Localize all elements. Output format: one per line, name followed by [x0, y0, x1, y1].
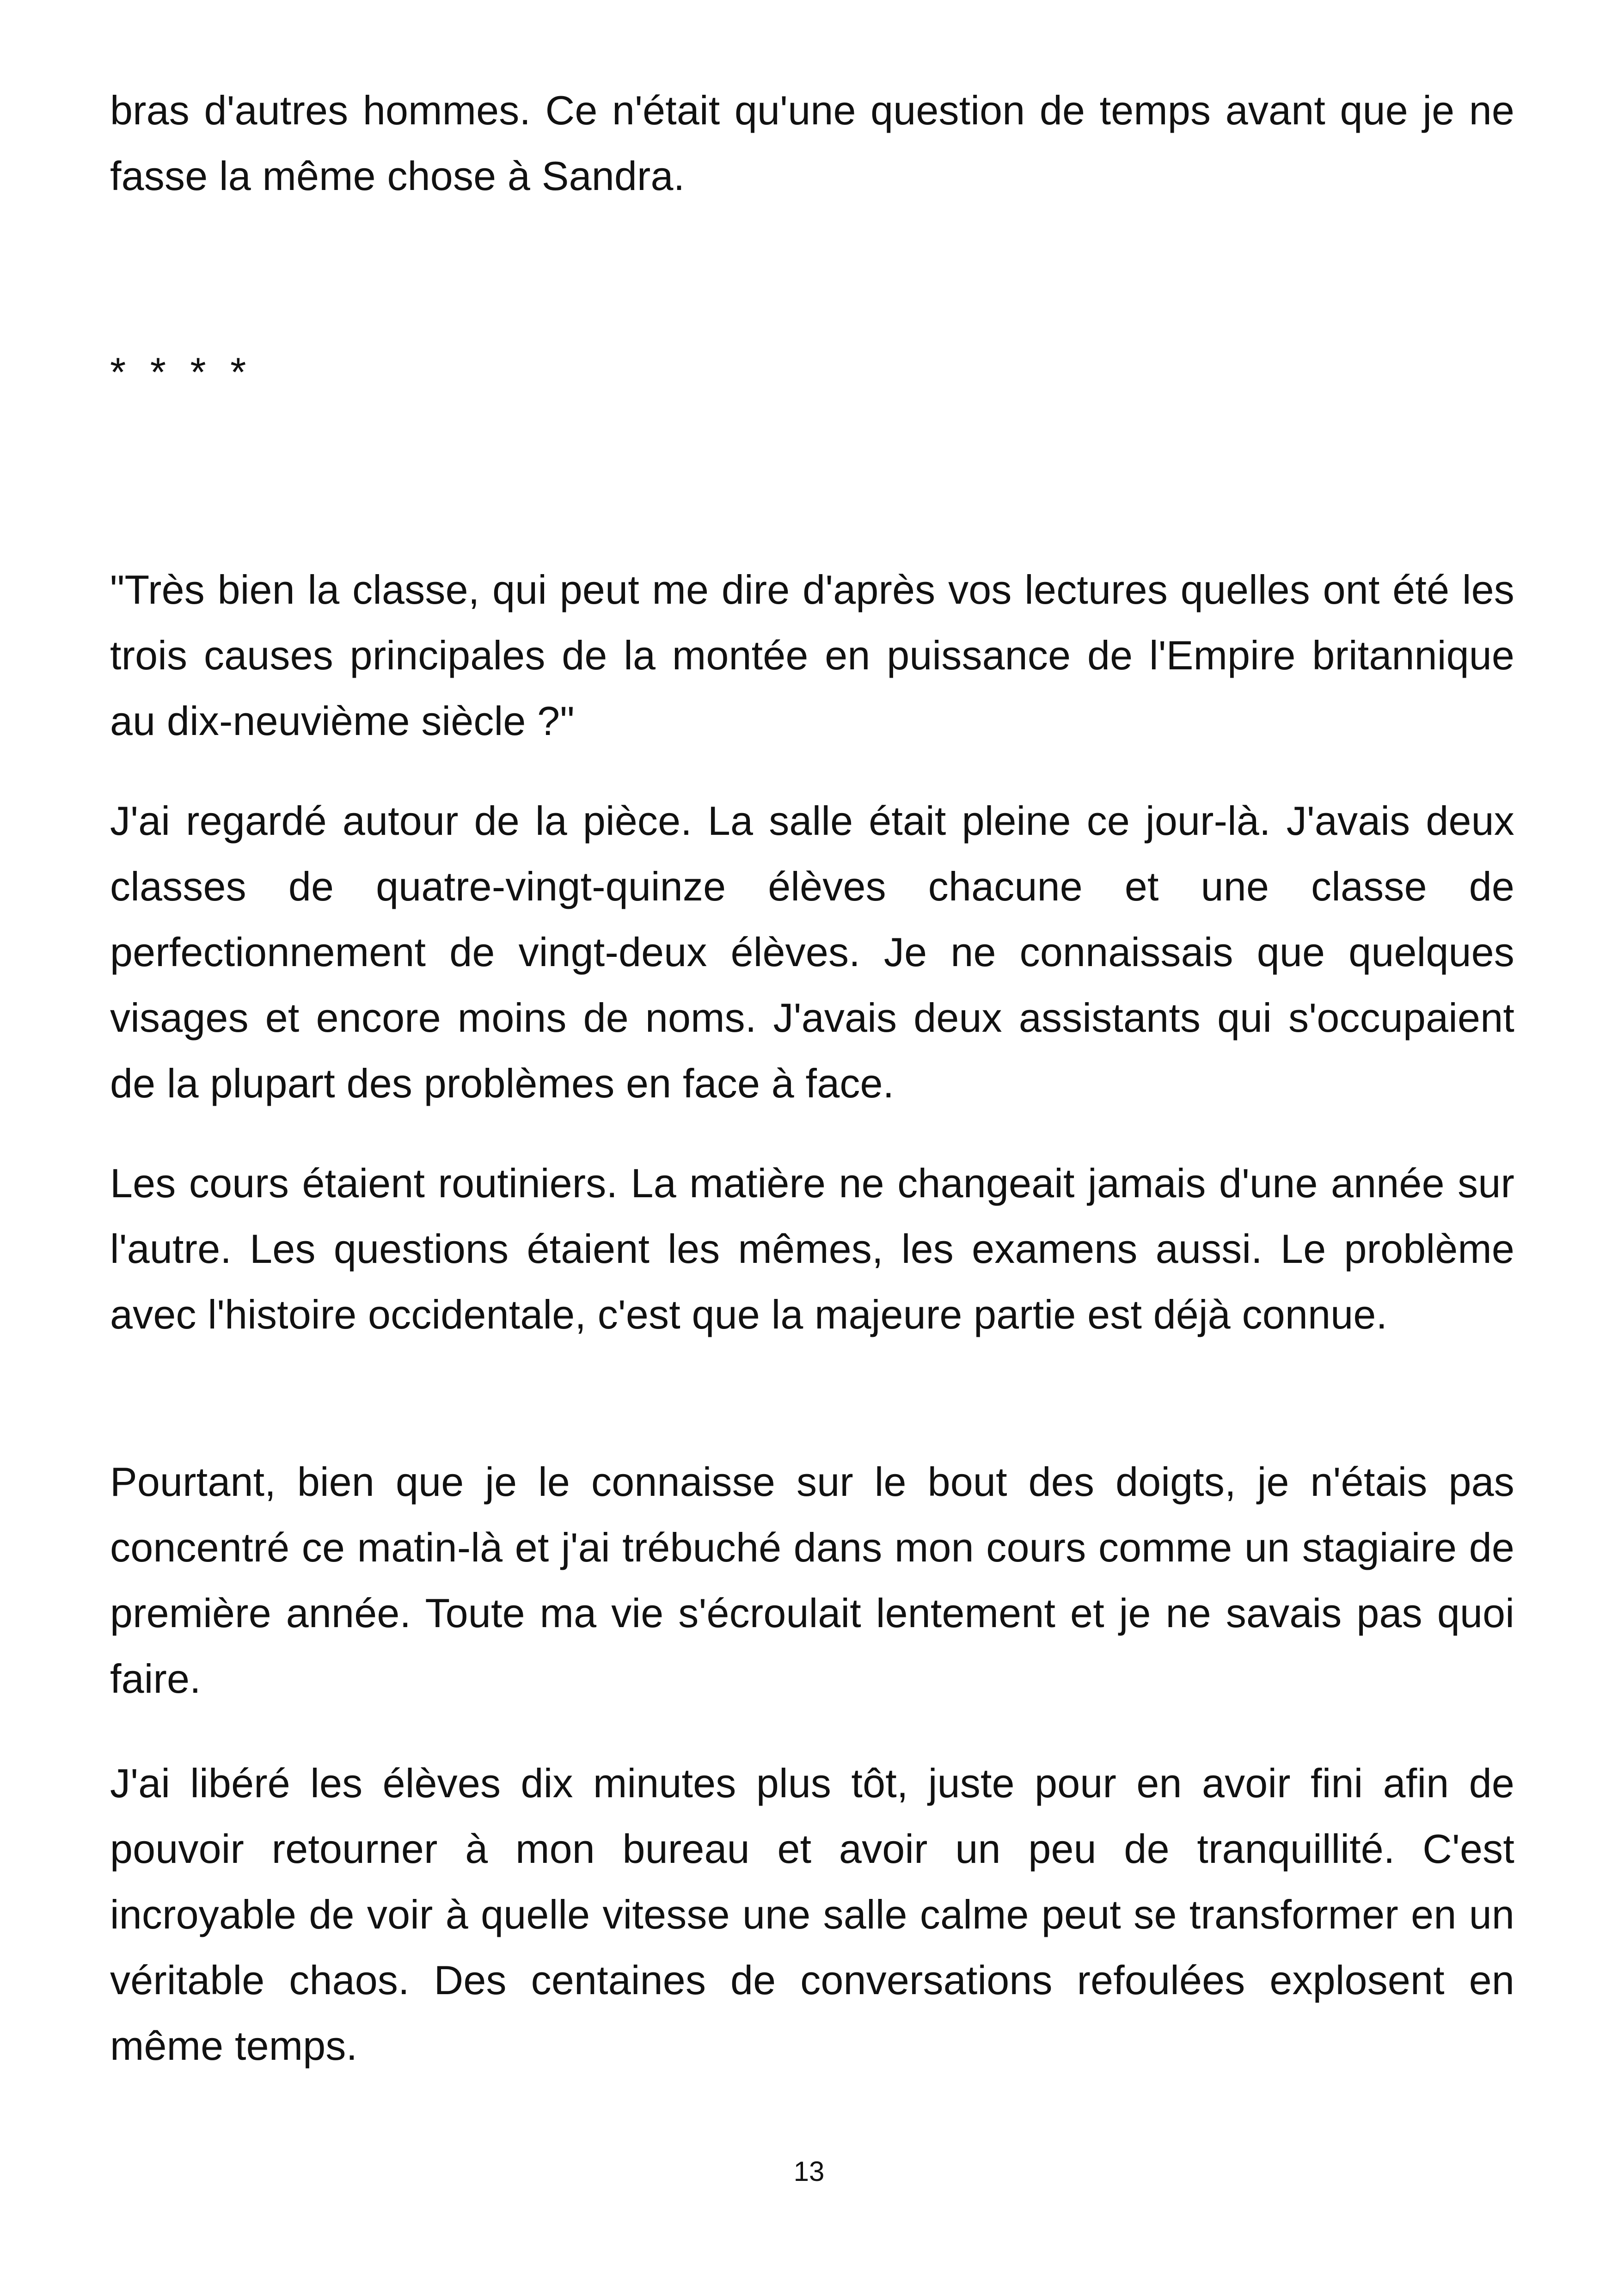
paragraph: J'ai regardé autour de la pièce. La salle était pleine ce jour-là. J'avais deux classes de quatre-vingt-quinze élèves chacune et une classe de perfectionnement de vingt-deux élèves. Je ne connaissais que quelques visages et encore moins de noms. J'avais deux assistants qui s'occupaient de la plupart des problèmes en face à face. — [110, 798, 1514, 1106]
paragraph-block-2 — [110, 557, 1514, 754]
section-separator: * * * * — [110, 349, 253, 395]
paragraph-block-4 — [110, 1151, 1514, 1347]
page-number: 13 — [793, 2156, 825, 2187]
paragraph-block-5 — [110, 1449, 1514, 1712]
section-separator-block — [110, 339, 1514, 405]
paragraph: Les cours étaient routiniers. La matière ne changeait jamais d'une année sur l'autre. Les questions étaient les mêmes, les examens aussi. Le problème avec l'histoire occidentale, c'est que la majeure partie est déjà connue. — [110, 1160, 1514, 1337]
paragraph: Pourtant, bien que je le connaisse sur le bout des doigts, je n'étais pas concentré ce matin-là et j'ai trébuché dans mon cours comme un stagiaire de première année. Toute ma vie s'écroulait lentement et je ne savais pas quoi faire. — [110, 1459, 1514, 1702]
paragraph-block-6 — [110, 1751, 1514, 2079]
paragraph-block-3 — [110, 788, 1514, 1116]
paragraph: "Très bien la classe, qui peut me dire d'après vos lectures quelles ont été les trois causes principales de la montée en puissance de l'Empire britannique au dix-neuvième siècle ?" — [110, 567, 1514, 744]
paragraph: bras d'autres hommes. Ce n'était qu'une question de temps avant que je ne fasse la même chose à Sandra. — [110, 87, 1514, 199]
paragraph-block-1 — [110, 78, 1514, 209]
paragraph: J'ai libéré les élèves dix minutes plus tôt, juste pour en avoir fini afin de pouvoir retourner à mon bureau et avoir un peu de tranquillité. C'est incroyable de voir à quelle vitesse une salle calme peut se transformer en un véritable chaos. Des centaines de conversations refoulées explosent en même temps. — [110, 1760, 1514, 2069]
